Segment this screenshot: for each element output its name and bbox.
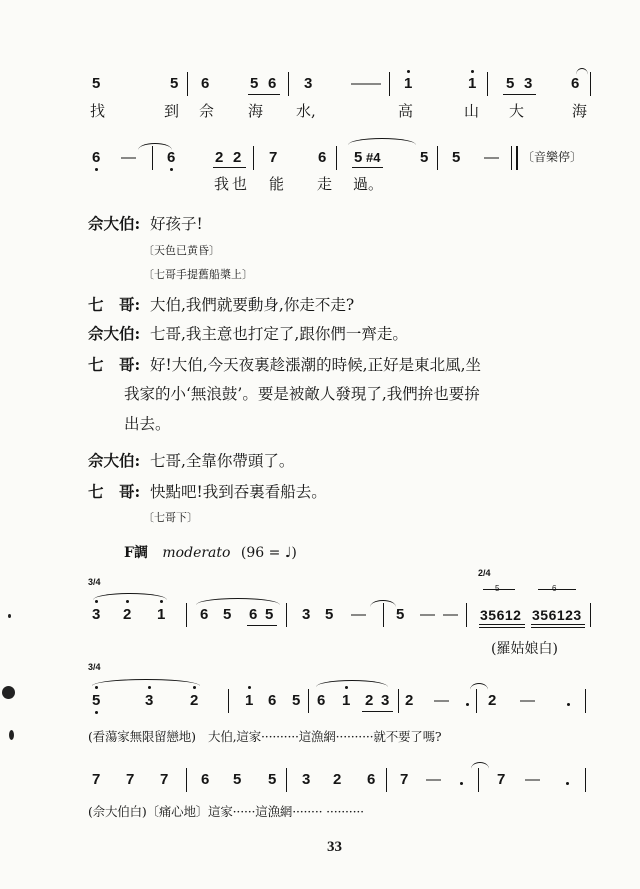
- note: 6: [201, 75, 210, 92]
- speech: 好孩子!: [150, 215, 203, 233]
- note-group: 35612: [480, 607, 522, 623]
- high-dot: [345, 686, 348, 689]
- lyric: 大: [509, 102, 525, 120]
- dialogue-continuation: 我家的小‘無浪鼓’。要是被敵人發現了,我們拚也要拚: [124, 385, 480, 403]
- dash: —: [525, 771, 540, 788]
- note: 5: [223, 606, 232, 623]
- time-signature: 2/4: [478, 568, 491, 578]
- margin-speck: [8, 614, 11, 618]
- note: 5: [452, 149, 461, 166]
- note: 2: [333, 771, 342, 788]
- barline: [466, 603, 467, 627]
- barline: [398, 689, 399, 713]
- beam: [531, 624, 585, 625]
- barline: [478, 768, 479, 792]
- key-signature: F調: [124, 545, 148, 561]
- slur: [92, 679, 200, 686]
- note: 3: [381, 692, 390, 709]
- note: 5: [325, 606, 334, 623]
- lyric: 我: [214, 175, 230, 193]
- barline: [228, 689, 229, 713]
- barline: [152, 146, 153, 170]
- beam: [479, 627, 525, 628]
- speaker: 七 哥:: [88, 482, 141, 501]
- high-dot: [126, 600, 129, 603]
- speaker: 佘大伯:: [88, 451, 141, 470]
- note: 3: [304, 75, 313, 92]
- high-dot: [148, 686, 151, 689]
- speech: 大伯,我們就要動身,你走不走?: [150, 296, 355, 314]
- speech: 七哥,全靠你帶頭了。: [150, 452, 295, 470]
- note: 5: [170, 75, 179, 92]
- note: 3: [524, 75, 533, 92]
- fermata: [471, 762, 489, 769]
- dash: —: [366, 75, 381, 92]
- note: 6: [201, 771, 210, 788]
- stage-direction: 〔天色已黄昏〕: [143, 244, 220, 257]
- note: 5: [506, 75, 515, 92]
- barline: [585, 689, 586, 713]
- speech: 七哥,我主意也打定了,跟你們一齊走。: [150, 325, 408, 343]
- barline: [389, 72, 390, 96]
- note: 6: [92, 149, 101, 166]
- dialogue-line: [88, 295, 354, 315]
- note: 5: [265, 606, 274, 623]
- note: 3: [92, 606, 101, 623]
- speech: 好!大伯,今天夜裏趁漲潮的時候,正好是東北風,坐: [150, 356, 482, 374]
- margin-speck: [2, 686, 15, 699]
- dash: —: [351, 75, 366, 92]
- note: 2: [190, 692, 199, 709]
- note: 5: [292, 692, 301, 709]
- note: 5: [92, 75, 101, 92]
- tuplet-bracket: [538, 589, 576, 590]
- note: 3: [145, 692, 154, 709]
- note: 1: [468, 75, 477, 92]
- note: 6: [268, 692, 277, 709]
- note: 3: [302, 771, 311, 788]
- note: 7: [269, 149, 278, 166]
- barline: [590, 603, 591, 627]
- augmentation-dot: [466, 703, 469, 706]
- time-signature: 3/4: [88, 662, 101, 672]
- dash: —: [443, 606, 458, 623]
- augmentation-dot: [460, 782, 463, 785]
- note: 5: [268, 771, 277, 788]
- high-dot: [160, 600, 163, 603]
- barline: [585, 768, 586, 792]
- lyric: 山: [464, 102, 480, 120]
- lyric: 也: [232, 175, 248, 193]
- spoken-line: (佘大伯白)〔痛心地〕這家······這漁網········ ··········: [88, 804, 364, 819]
- speech-note: (羅姑娘白): [491, 641, 558, 657]
- note: 6: [200, 606, 209, 623]
- lyric: 能: [269, 175, 285, 193]
- lyric: 高: [398, 102, 414, 120]
- beam: [362, 711, 393, 712]
- high-dot: [95, 600, 98, 603]
- tempo-marking: [124, 544, 297, 562]
- note: 7: [160, 771, 169, 788]
- low-dot: [95, 711, 98, 714]
- dash: —: [484, 149, 499, 166]
- beam: [352, 167, 383, 168]
- note: 6: [571, 75, 580, 92]
- note: 6: [249, 606, 258, 623]
- dialogue-continuation: 出去。: [124, 415, 171, 433]
- note: 7: [400, 771, 409, 788]
- dash: —: [351, 606, 366, 623]
- note: 1: [157, 606, 166, 623]
- barline: [288, 72, 289, 96]
- note: 6: [318, 149, 327, 166]
- barline: [186, 603, 187, 627]
- note: 2: [123, 606, 132, 623]
- barline: [487, 72, 488, 96]
- note: 5: [420, 149, 429, 166]
- dialogue-line: [88, 355, 481, 375]
- time-signature: 3/4: [88, 577, 101, 587]
- note: 2: [365, 692, 374, 709]
- barline: [186, 768, 187, 792]
- stage-direction: 〔音樂停〕: [522, 150, 583, 164]
- beam: [479, 624, 525, 625]
- note: 5: [250, 75, 259, 92]
- tempo-word: moderato: [162, 545, 231, 561]
- note: 6: [167, 149, 176, 166]
- beam: [247, 625, 277, 626]
- slur: [316, 680, 388, 687]
- beam: [213, 167, 246, 168]
- note: 7: [92, 771, 101, 788]
- note: 7: [497, 771, 506, 788]
- dash: —: [420, 606, 435, 623]
- fermata: [470, 683, 488, 690]
- tie: [576, 68, 588, 75]
- speaker: 七 哥:: [88, 295, 141, 314]
- dialogue-line: [88, 482, 327, 502]
- high-dot: [471, 70, 474, 73]
- lyric: 過。: [353, 175, 384, 193]
- margin-speck: [9, 730, 14, 740]
- note: #4: [366, 150, 381, 165]
- slur: [348, 138, 416, 145]
- barline: [386, 768, 387, 792]
- slur: [93, 593, 167, 600]
- note: 5: [92, 692, 101, 709]
- barline: [286, 768, 287, 792]
- note: 3: [302, 606, 311, 623]
- note: 7: [126, 771, 135, 788]
- lyric: 走: [317, 175, 333, 193]
- note-group: 356123: [532, 607, 582, 623]
- barline: [336, 146, 337, 170]
- speaker: 佘大伯:: [88, 324, 141, 343]
- note: 1: [342, 692, 351, 709]
- note: 6: [268, 75, 277, 92]
- barline: [253, 146, 254, 170]
- dash: —: [520, 692, 535, 709]
- low-dot: [170, 168, 173, 171]
- lyric: 海: [572, 102, 588, 120]
- high-dot: [193, 686, 196, 689]
- dash: —: [434, 692, 449, 709]
- barline: [437, 146, 438, 170]
- beam: [531, 627, 585, 628]
- high-dot: [248, 686, 251, 689]
- stage-direction: 〔七哥下〕: [143, 511, 198, 524]
- low-dot: [95, 168, 98, 171]
- note: 6: [317, 692, 326, 709]
- stage-direction: 〔七哥手提舊船槳上〕: [143, 268, 253, 281]
- barline: [187, 72, 188, 96]
- high-dot: [407, 70, 410, 73]
- speech: 快點吧!我到吞裏看船去。: [150, 483, 327, 501]
- lyric: 找: [90, 102, 106, 120]
- speaker: 佘大伯:: [88, 214, 141, 233]
- barline: [383, 603, 384, 627]
- barline: [286, 603, 287, 627]
- barline: [590, 72, 591, 96]
- final-barline: [511, 146, 518, 170]
- speaker: 七 哥:: [88, 355, 141, 374]
- dash: —: [426, 771, 441, 788]
- note: 6: [367, 771, 376, 788]
- note: 2: [233, 149, 242, 166]
- note: 2: [405, 692, 414, 709]
- lyric: 海: [248, 102, 264, 120]
- metronome: (96 = ♩): [240, 545, 297, 561]
- note: 5: [233, 771, 242, 788]
- dialogue-line: [88, 451, 294, 471]
- slur: [196, 598, 280, 605]
- lyric: 到: [164, 102, 180, 120]
- lyric: 佘: [199, 102, 215, 120]
- note: 2: [488, 692, 497, 709]
- augmentation-dot: [567, 703, 570, 706]
- note: 5: [396, 606, 405, 623]
- note: 1: [245, 692, 254, 709]
- dialogue-line: [88, 214, 203, 234]
- page-number: 33: [327, 839, 342, 855]
- note: 2: [215, 149, 224, 166]
- beam: [503, 94, 536, 95]
- note: 1: [404, 75, 413, 92]
- lyric: 水,: [296, 102, 316, 120]
- tuplet-bracket: [483, 589, 515, 590]
- dash: —: [121, 149, 136, 166]
- high-dot: [95, 686, 98, 689]
- dialogue-line: [88, 324, 408, 344]
- note: 5: [354, 149, 363, 166]
- barline: [476, 689, 477, 713]
- augmentation-dot: [566, 782, 569, 785]
- spoken-line: (看蕩家無限留戀地) 大伯,這家··········這漁網··········就不要了嗎?: [88, 729, 442, 744]
- beam: [248, 94, 280, 95]
- barline: [308, 689, 309, 713]
